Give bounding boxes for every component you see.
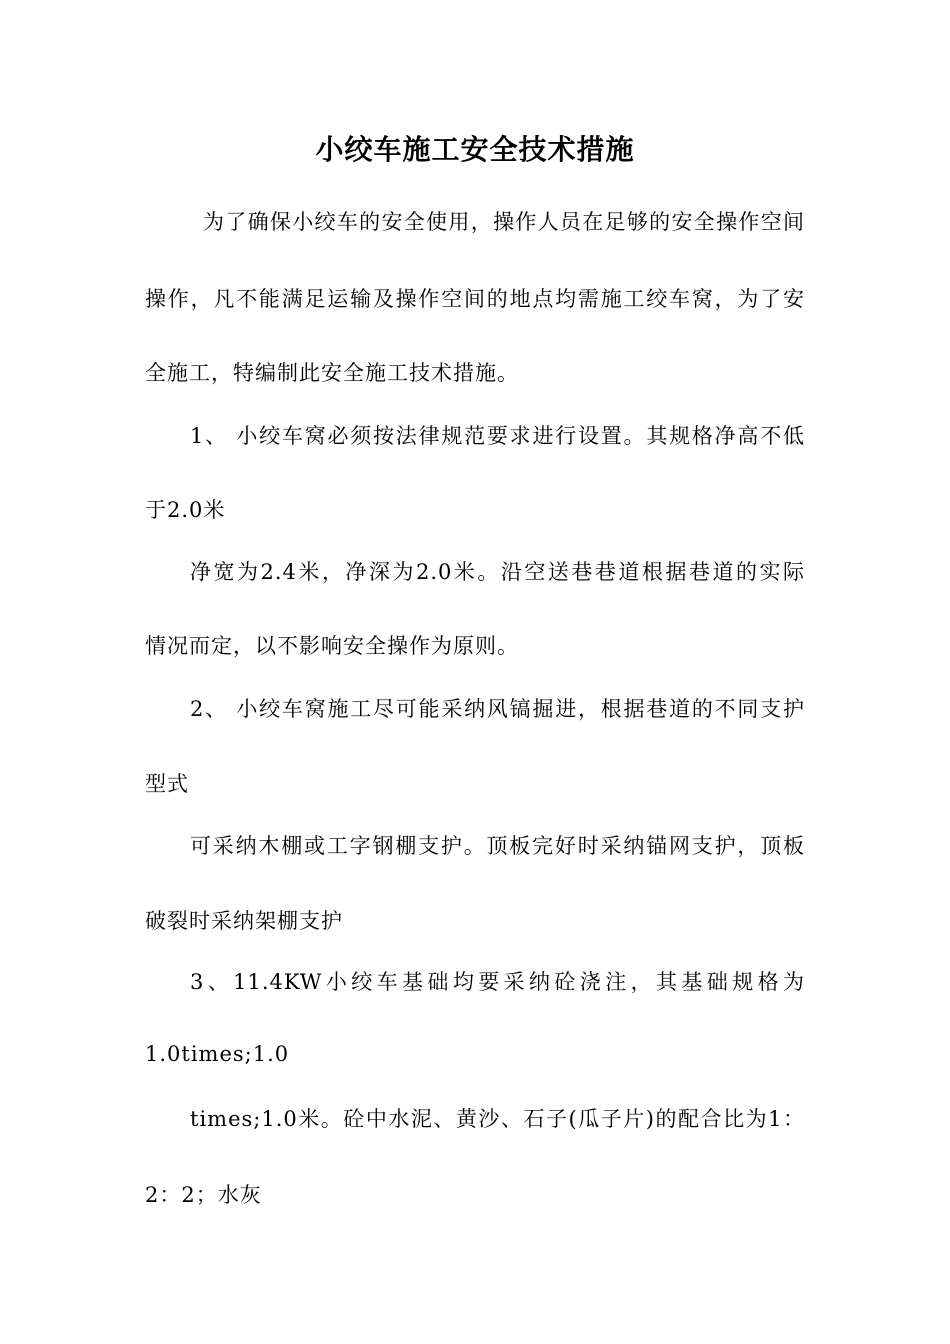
paragraph-line: 可采纳木棚或工字钢棚支护。顶板完好时采纳锚网支护，顶板 — [190, 834, 805, 858]
paragraph-line: 操作，凡不能满足运输及操作空间的地点均需施工绞车窝，为了安 — [145, 287, 805, 311]
paragraph-line: 情况而定，以不影响安全操作为原则。 — [145, 634, 519, 658]
paragraph-line: 净宽为2.4米，净深为2.0米。沿空送巷巷道根据巷道的实际 — [190, 560, 805, 584]
paragraph-line: 2：2；水灰 — [145, 1183, 262, 1207]
list-item-line: 2、 小绞车窝施工尽可能采纳风镐掘进，根据巷道的不同支护 — [190, 697, 805, 721]
paragraph-line: 为了确保小绞车的安全使用，操作人员在足够的安全操作空间 — [203, 210, 805, 234]
list-item-line: 3、11.4KW小绞车基础均要采纳砼浇注，其基础规格为 — [190, 970, 805, 994]
paragraph-line: 全施工，特编制此安全施工技术措施。 — [145, 361, 519, 385]
paragraph-line: 破裂时采纳架棚支护 — [145, 909, 343, 933]
paragraph-line: times;1.0米。砼中水泥、黄沙、石子(瓜子片)的配合比为1： — [190, 1107, 805, 1131]
list-item-line: 1、 小绞车窝必须按法律规范要求进行设置。其规格净高不低 — [190, 424, 805, 448]
list-item-line: 于2.0米 — [145, 498, 226, 522]
paragraph-line: 1.0times;1.0 — [145, 1042, 290, 1066]
document-title: 小绞车施工安全技术措施 — [315, 133, 635, 166]
list-item-line: 型式 — [145, 772, 189, 796]
